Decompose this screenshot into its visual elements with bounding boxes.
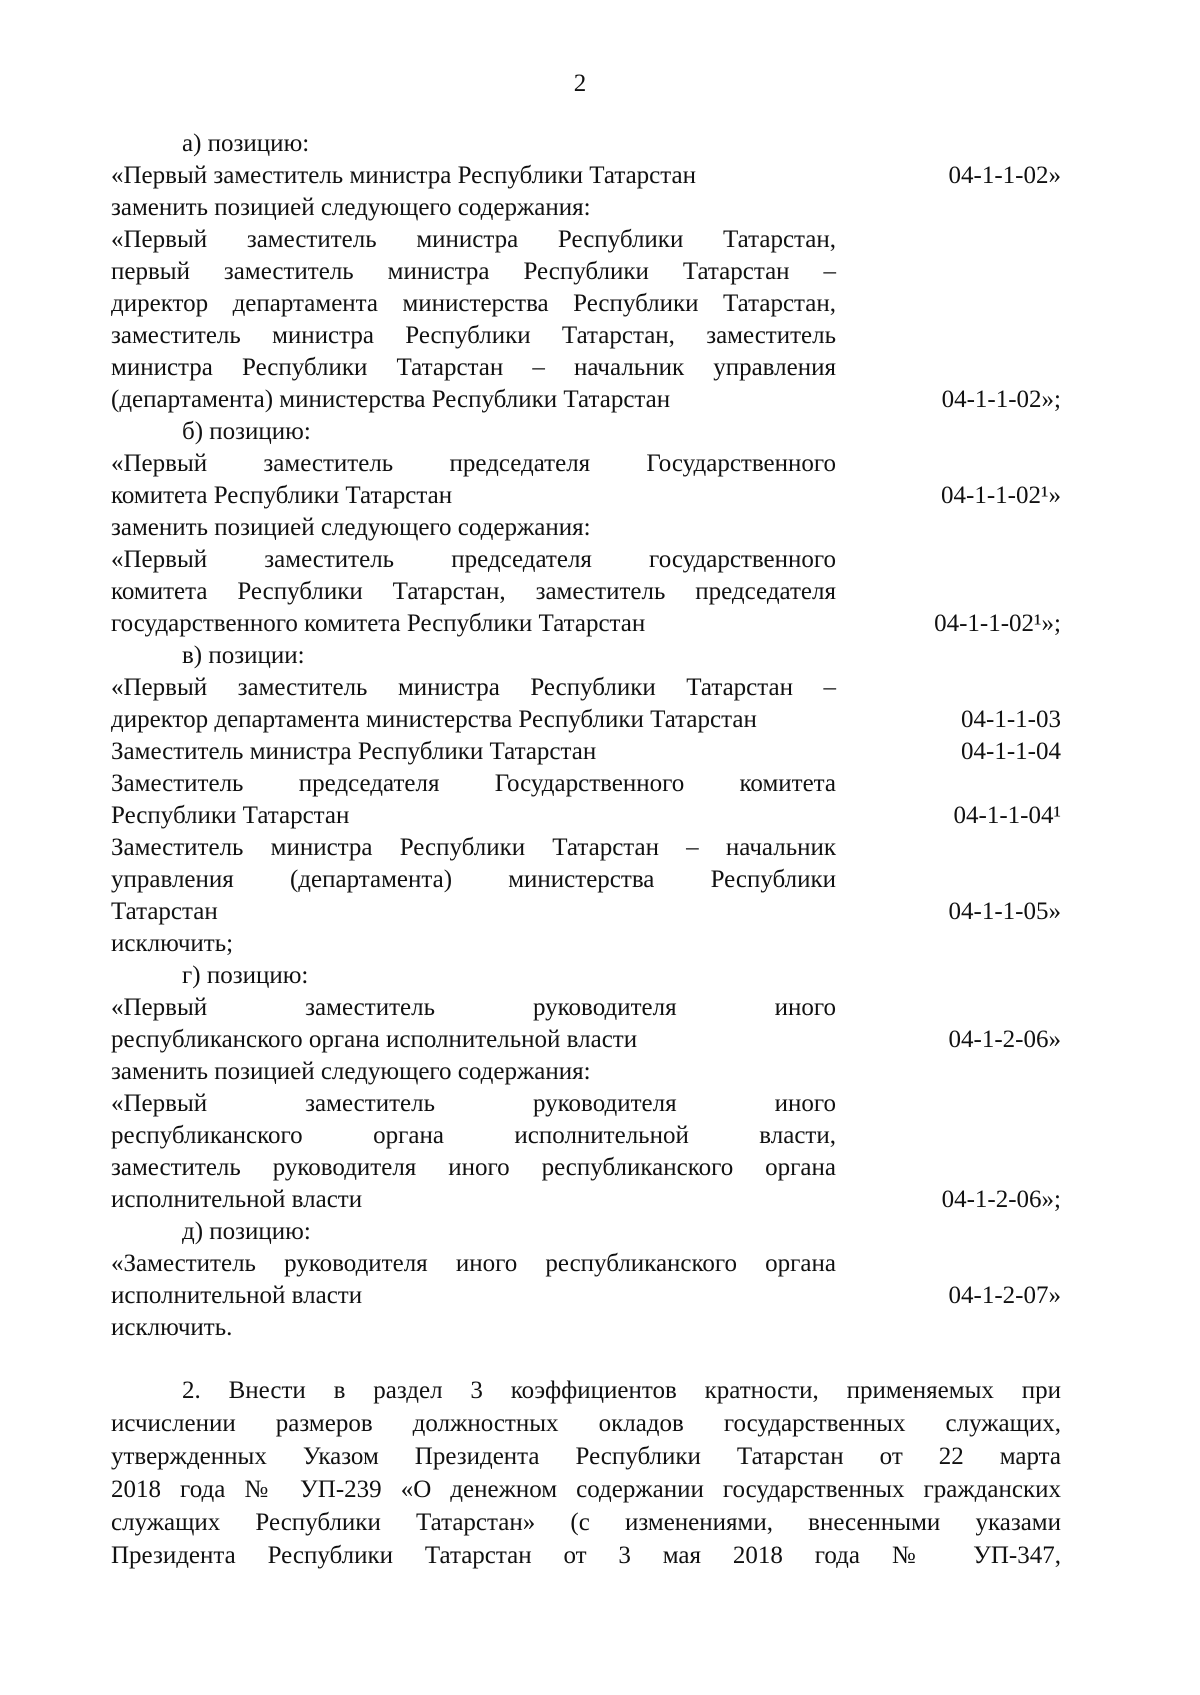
position-row — [111, 1088, 1061, 1216]
position-code: 04-1-1-04¹ — [953, 802, 1061, 829]
position-row — [111, 544, 1061, 640]
position-title — [111, 1088, 836, 1216]
paragraph-line: утвержденных Указом Президента Республики Татарстан от 22 марта — [111, 1443, 1061, 1470]
position-code: 04-1-1-05» — [948, 898, 1061, 925]
page-number: 2 — [573, 70, 587, 97]
position-title-line: заместитель министра Республики Татарстан, заместитель — [111, 322, 836, 349]
position-title-line: (департамента) министерства Республики Татарстан — [111, 386, 671, 413]
position-title-line: управления (департамента) министерства Республики — [111, 866, 836, 893]
position-row — [111, 160, 1061, 192]
position-title-line: Заместитель министра Республики Татарстан — [111, 738, 597, 765]
position-title-line: исполнительной власти — [111, 1186, 363, 1213]
position-title — [111, 736, 836, 768]
position-title-line: директор департамента министерства Республики Татарстан — [111, 706, 757, 733]
document-body — [111, 128, 1061, 1572]
paragraph-line: исчислении размеров должностных окладов государственных служащих, — [111, 1410, 1061, 1437]
position-title — [111, 544, 836, 640]
paragraph-gap — [111, 1344, 1061, 1374]
position-row — [111, 736, 1061, 768]
position-title-line: комитета Республики Татарстан, заместитель председателя — [111, 578, 836, 605]
paragraph-2 — [111, 1374, 1061, 1572]
position-title-line: «Заместитель руководителя иного республиканского органа — [111, 1250, 836, 1277]
position-code: 04-1-1-02¹»; — [934, 610, 1061, 637]
position-row — [111, 992, 1061, 1056]
position-code: 04-1-1-02»; — [941, 386, 1061, 413]
subitem-heading: б) позицию: — [182, 418, 311, 445]
position-title-line: республиканского органа исполнительной власти — [111, 1026, 638, 1053]
position-title — [111, 672, 836, 736]
position-title-line: Заместитель председателя Государственного комитета — [111, 770, 836, 797]
position-title-line: «Первый заместитель министра Республики Татарстан, — [111, 226, 836, 253]
position-title-line: государственного комитета Республики Татарстан — [111, 610, 646, 637]
position-row — [111, 448, 1061, 512]
position-title — [111, 1248, 836, 1312]
positions-list — [111, 128, 1061, 1344]
instruction-line: заменить позицией следующего содержания: — [111, 514, 591, 541]
position-title-line: Татарстан — [111, 898, 218, 925]
position-title — [111, 160, 836, 192]
position-code: 04-1-1-04 — [961, 738, 1061, 765]
position-title-line: «Первый заместитель министра Республики Татарстан — [111, 162, 696, 189]
position-title — [111, 448, 836, 512]
position-title-line: комитета Республики Татарстан — [111, 482, 453, 509]
position-title-line: «Первый заместитель руководителя иного — [111, 994, 836, 1021]
position-title-line: исполнительной власти — [111, 1282, 363, 1309]
position-code: 04-1-2-07» — [948, 1282, 1061, 1309]
position-title — [111, 224, 836, 416]
paragraph-line: Президента Республики Татарстан от 3 мая 2018 года № УП-347, — [111, 1542, 1061, 1569]
position-code: 04-1-1-02¹» — [941, 482, 1061, 509]
position-title-line: Республики Татарстан — [111, 802, 350, 829]
position-row — [111, 672, 1061, 736]
position-title — [111, 832, 836, 928]
position-row — [111, 1248, 1061, 1312]
position-title-line: «Первый заместитель председателя государственного — [111, 546, 836, 573]
position-code: 04-1-2-06» — [948, 1026, 1061, 1053]
subitem-heading: д) позицию: — [182, 1218, 311, 1245]
position-row — [111, 832, 1061, 928]
position-title — [111, 768, 836, 832]
instruction-line: исключить; — [111, 930, 234, 957]
subitem-heading: в) позиции: — [182, 642, 305, 669]
subitem-heading: а) позицию: — [182, 130, 310, 157]
position-title-line: «Первый заместитель председателя Государственного — [111, 450, 836, 477]
position-row — [111, 768, 1061, 832]
position-code: 04-1-1-02» — [948, 162, 1061, 189]
position-title-line: республиканского органа исполнительной власти, — [111, 1122, 836, 1149]
instruction-line: заменить позицией следующего содержания: — [111, 194, 591, 221]
position-title-line: министра Республики Татарстан – начальник управления — [111, 354, 836, 381]
instruction-line: заменить позицией следующего содержания: — [111, 1058, 591, 1085]
position-title — [111, 992, 836, 1056]
position-title-line: заместитель руководителя иного республиканского органа — [111, 1154, 836, 1181]
instruction-line: исключить. — [111, 1314, 233, 1341]
paragraph-line: 2. Внести в раздел 3 коэффициентов кратности, применяемых при — [182, 1377, 1061, 1404]
position-title-line: Заместитель министра Республики Татарстан – начальник — [111, 834, 836, 861]
subitem-heading: г) позицию: — [182, 962, 309, 989]
paragraph-line: служащих Республики Татарстан» (с изменениями, внесенными указами — [111, 1509, 1061, 1536]
position-code: 04-1-1-03 — [961, 706, 1061, 733]
position-code: 04-1-2-06»; — [941, 1186, 1061, 1213]
position-row — [111, 224, 1061, 416]
position-title-line: «Первый заместитель руководителя иного — [111, 1090, 836, 1117]
position-title-line: первый заместитель министра Республики Татарстан – — [111, 258, 836, 285]
paragraph-line: 2018 года № УП-239 «О денежном содержании государственных гражданских — [111, 1476, 1061, 1503]
position-title-line: директор департамента министерства Республики Татарстан, — [111, 290, 836, 317]
position-title-line: «Первый заместитель министра Республики Татарстан – — [111, 674, 836, 701]
